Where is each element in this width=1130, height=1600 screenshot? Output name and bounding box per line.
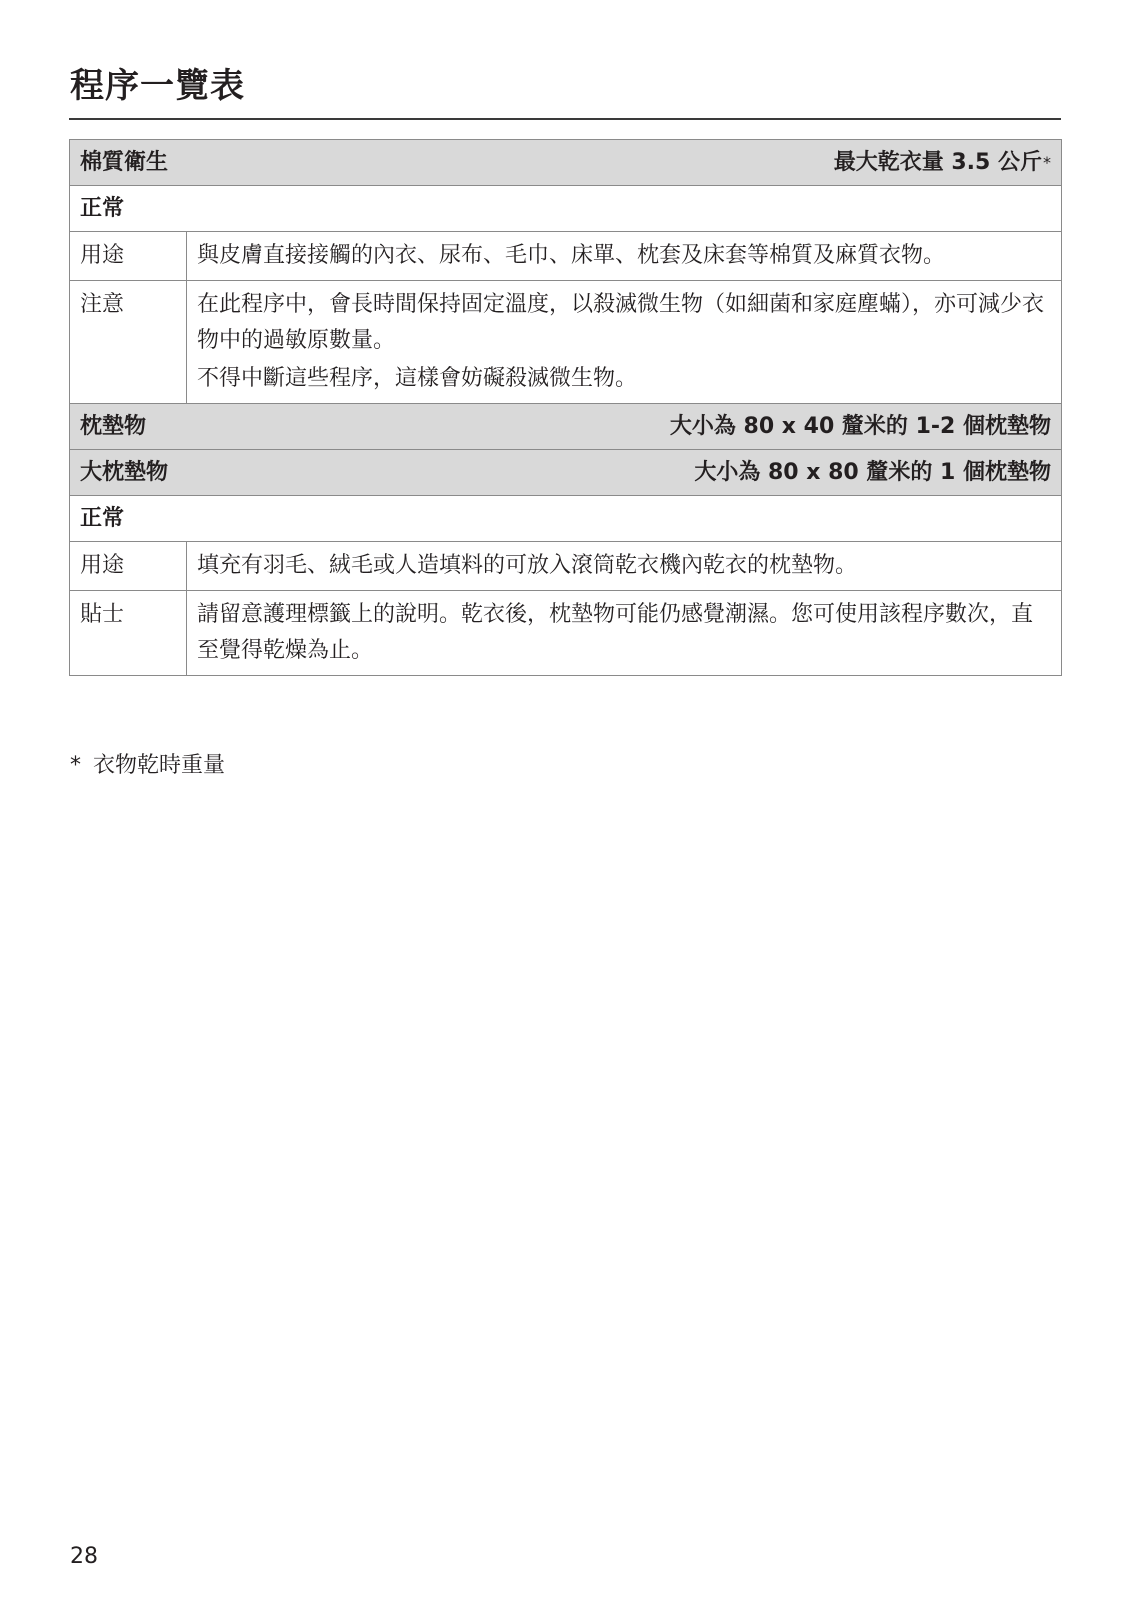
row-content: 與皮膚直接接觸的內衣、尿布、毛巾、床單、枕套及床套等棉質及麻質衣物。 (187, 232, 1062, 281)
row-content: 在此程序中，會長時間保持固定溫度，以殺滅微生物（如細菌和家庭塵蟎），亦可減少衣物中的過敏原數量。 不得中斷這些程序，這樣會妨礙殺滅微生物。 (187, 281, 1062, 404)
section-header-cotton-hygiene (70, 140, 1062, 186)
row-label: 貼士 (70, 591, 187, 676)
mode-row (70, 186, 1062, 232)
max-load: 最大乾衣量 3.5 公斤* (833, 149, 1051, 175)
program-spec: 大小為 80 x 80 釐米的 1 個枕墊物 (694, 459, 1051, 485)
program-name: 大枕墊物 (80, 459, 169, 485)
footnote-marker: * (70, 753, 81, 778)
program-name: 棉質衛生 (80, 149, 169, 175)
mode-row (70, 496, 1062, 542)
table-row (70, 542, 1062, 591)
row-content: 填充有羽毛、絨毛或人造填料的可放入滾筒乾衣機內乾衣的枕墊物。 (187, 542, 1062, 591)
footnote-marker: * (1043, 152, 1051, 172)
row-label: 用途 (70, 542, 187, 591)
row-label: 用途 (70, 232, 187, 281)
table-row (70, 232, 1062, 281)
row-content: 請留意護理標籤上的說明。乾衣後，枕墊物可能仍感覺潮濕。您可使用該程序數次，直至覺得乾燥為止。 (187, 591, 1062, 676)
footnote (70, 748, 225, 779)
page-number: 28 (70, 1544, 98, 1569)
title-divider (69, 118, 1061, 120)
section-header-large-pillows (70, 450, 1062, 496)
program-name: 枕墊物 (80, 413, 147, 439)
section-header-pillows (70, 404, 1062, 450)
table-row (70, 591, 1062, 676)
mode-label: 正常 (70, 496, 1062, 542)
footnote-text: 衣物乾時重量 (93, 753, 226, 778)
row-label: 注意 (70, 281, 187, 404)
table-row (70, 281, 1062, 404)
page-title: 程序一覽表 (70, 66, 245, 106)
mode-label: 正常 (70, 186, 1062, 232)
program-table (69, 139, 1062, 676)
program-spec: 大小為 80 x 40 釐米的 1-2 個枕墊物 (669, 413, 1051, 439)
